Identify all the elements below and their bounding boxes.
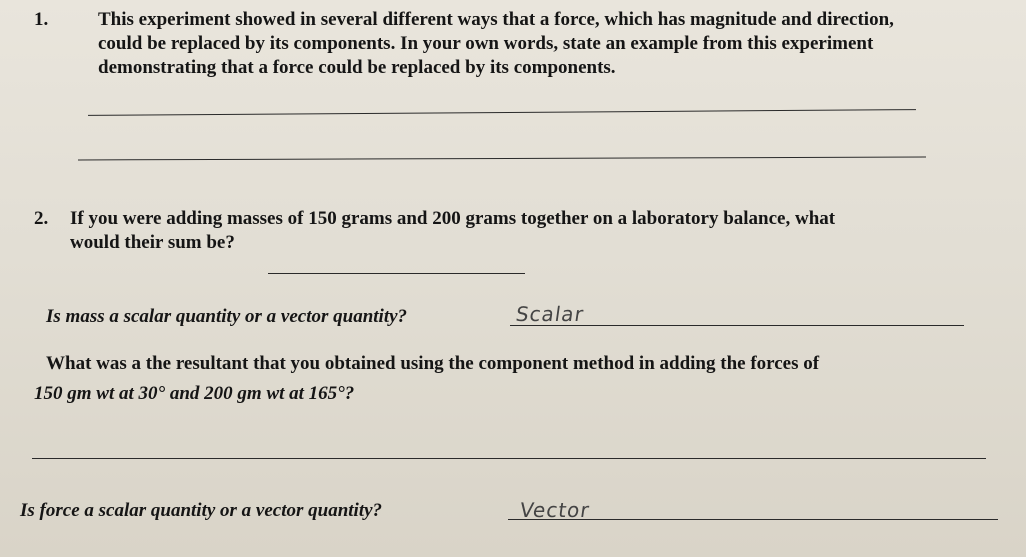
mass-answer-line[interactable] <box>510 325 964 326</box>
resultant-answer-line[interactable] <box>32 458 986 459</box>
q2-sum-answer-line[interactable] <box>268 273 525 274</box>
resultant-question-line-2: 150 gm wt at 30° and 200 gm wt at 165°? <box>34 383 355 404</box>
q1-answer-line-1[interactable] <box>88 109 916 116</box>
force-answer-line[interactable] <box>508 519 998 520</box>
q2-number: 2. <box>34 208 49 229</box>
q1-text-line-2: could be replaced by its components. In your own words, state an example from this experiment <box>98 33 874 54</box>
force-vector-question: Is force a scalar quantity or a vector quantity? <box>20 500 383 521</box>
mass-handwritten-answer: Scalar <box>514 302 586 326</box>
mass-scalar-question: Is mass a scalar quantity or a vector quantity? <box>46 306 408 327</box>
resultant-question-line-1: What was a the resultant that you obtained using the component method in adding the forces of <box>46 353 820 374</box>
q1-text-line-3: demonstrating that a force could be replaced by its components. <box>98 57 616 78</box>
q2-text-line-1: If you were adding masses of 150 grams and 200 grams together on a laboratory balance, what <box>70 208 836 229</box>
q1-number: 1. <box>34 9 49 30</box>
q2-text-line-2: would their sum be? <box>70 232 235 253</box>
q1-answer-line-2[interactable] <box>78 157 926 161</box>
force-handwritten-answer: Vector <box>518 498 592 522</box>
q1-text-line-1: This experiment showed in several different ways that a force, which has magnitude and direction, <box>98 9 894 30</box>
